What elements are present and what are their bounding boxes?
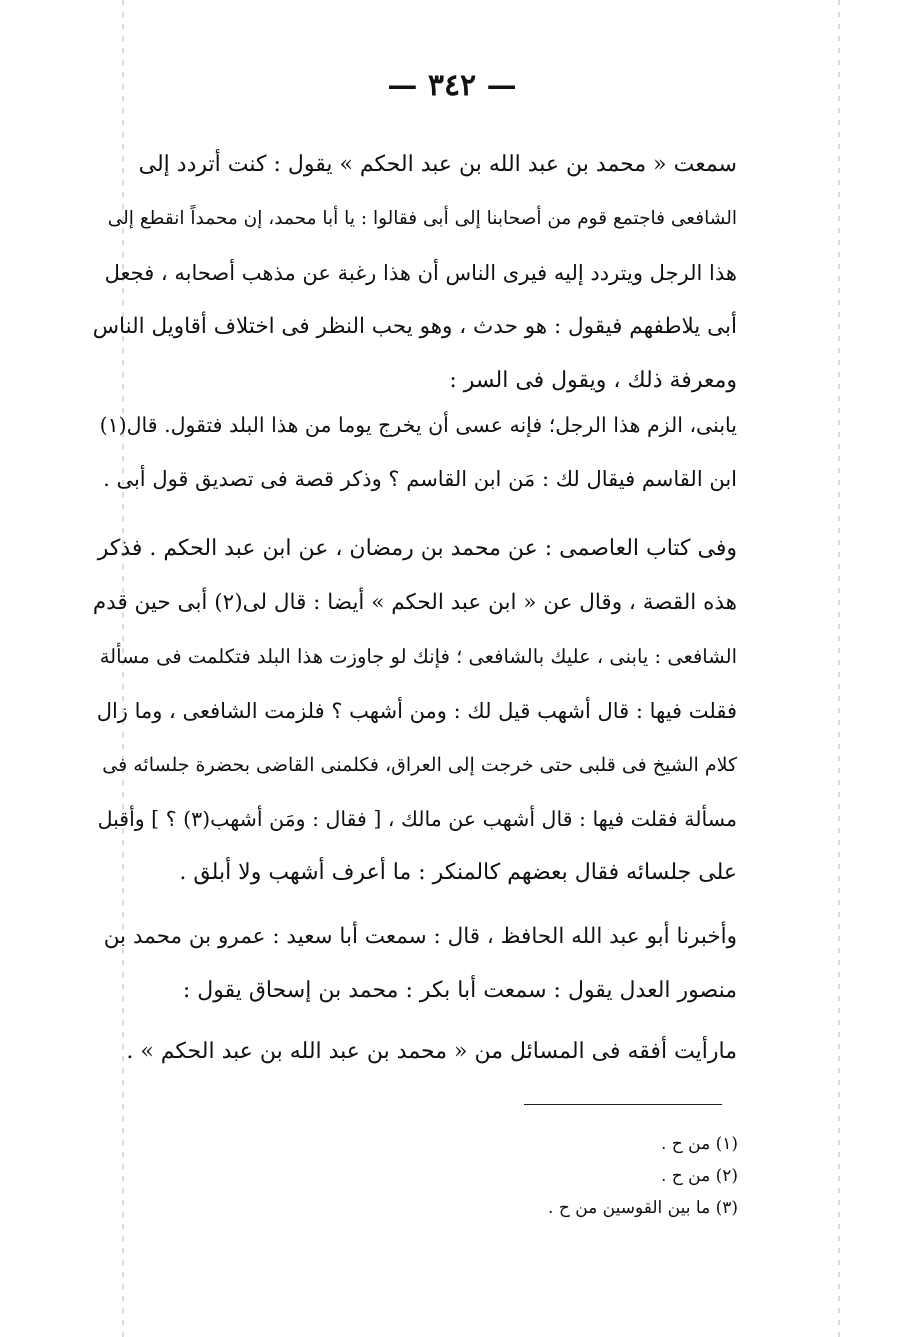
- paragraph-1: [92, 138, 737, 408]
- text-line: على جلسائه فقال بعضهم كالمنكر : ما أعرف أشهب ولا أبلق .: [179, 860, 737, 885]
- text-line: مسألة فقلت فيها : قال أشهب عن مالك ، [ فقال : ومَن أشهب(٣) ؟ ] وأقبل: [97, 807, 737, 831]
- footnote-separator: [524, 1104, 722, 1105]
- paragraph-4: [92, 910, 737, 1018]
- paragraph-3: [92, 522, 737, 900]
- text-line: سمعت « محمد بن عبد الله بن عبد الحكم » يقول : كنت أتردد إلى: [138, 152, 737, 177]
- text-line: ابن القاسم فيقال لك : مَن ابن القاسم ؟ وذكر قصة فى تصديق قول أبى .: [103, 467, 737, 491]
- text-line: يابنى، الزم هذا الرجل؛ فإنه عسى أن يخرج يوما من هذا البلد فتقول. قال(١): [99, 413, 737, 437]
- text-line: ومعرفة ذلك ، ويقول فى السر :: [449, 368, 737, 393]
- footnote-3: (٣) ما بين القوسين من ح .: [548, 1198, 738, 1218]
- text-line: منصور العدل يقول : سمعت أبا بكر : محمد بن إسحاق يقول :: [182, 978, 737, 1003]
- right-margin-guide: [838, 0, 840, 1337]
- text-line: وفى كتاب العاصمى : عن محمد بن رمضان ، عن ابن عبد الحكم . فذكر: [97, 536, 737, 561]
- text-line: الشافعى : يابنى ، عليك بالشافعى ؛ فإنك لو جاوزت هذا البلد فتكلمت فى مسألة: [99, 645, 737, 668]
- page-number: — ٣٤٢ —: [387, 68, 517, 103]
- text-line: أبى يلاطفهم فيقول : هو حدث ، وهو يحب النظر فى اختلاف أقاويل الناس: [92, 314, 737, 339]
- footnotes: [360, 1128, 738, 1224]
- paragraph-5: [92, 1025, 737, 1079]
- text-line: الشافعى فاجتمع قوم من أصحابنا إلى أبى فقالوا : يا أبا محمد، إن محمداً انقطع إلى: [107, 208, 737, 229]
- paragraph-2: [92, 398, 737, 506]
- text-line: مارأيت أفقه فى المسائل من « محمد بن عبد الله بن عبد الحكم » .: [126, 1039, 737, 1064]
- footnote-1: (١) من ح .: [660, 1134, 738, 1154]
- text-line: هذا الرجل ويتردد إليه فيرى الناس أن هذا رغبة عن مذهب أصحابه ، فجعل: [104, 261, 737, 285]
- text-line: فقلت فيها : قال أشهب قيل لك : ومن أشهب ؟ فلزمت الشافعى ، وما زال: [96, 699, 737, 723]
- footnote-2: (٢) من ح .: [660, 1166, 738, 1186]
- text-line: هذه القصة ، وقال عن « ابن عبد الحكم » أيضا : قال لى(٢) أبى حين قدم: [92, 590, 737, 615]
- text-line: وأخبرنا أبو عبد الله الحافظ ، قال : سمعت أبا سعيد : عمرو بن محمد بن: [103, 924, 737, 949]
- text-line: كلام الشيخ فى قلبى حتى خرجت إلى العراق، فكلمنى القاضى بحضرة جلسائه فى: [102, 754, 737, 776]
